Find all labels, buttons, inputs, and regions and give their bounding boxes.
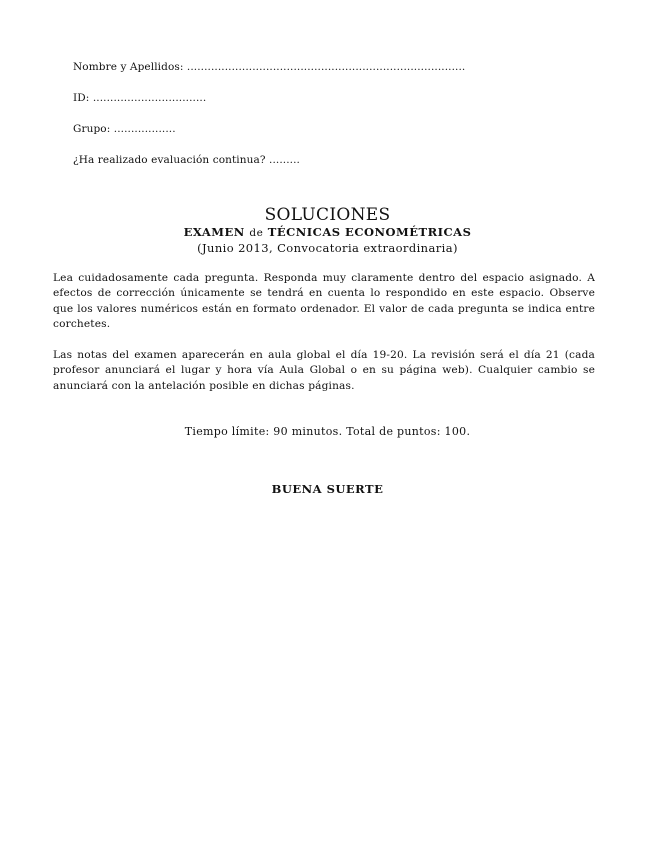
instructions-paragraph-1: Lea cuidadosamente cada pregunta. Responda muy claramente dentro del espacio asignado. A efectos de corrección únicamente se tendrá en cuenta lo respondido en este espacio. Observe que los valores numéricos están en formato ordenador. El valor de cada pregunta se indica entre corchetes. <box>53 272 595 330</box>
exam-title-subject: TÉCNICAS ECONOMÉTRICAS <box>267 225 472 239</box>
exam-session: (Junio 2013, Convocatoria extraordinaria) <box>197 241 458 255</box>
solutions-heading: SOLUCIONES <box>264 205 391 225</box>
exam-title <box>0 225 655 239</box>
exam-title-prefix: EXAMEN <box>183 225 245 239</box>
time-limit-text: Tiempo límite: 90 minutos. Total de puntos: 100. <box>184 425 471 438</box>
exam-title-connector: de <box>249 227 264 239</box>
group-field-line: Grupo: .................. <box>73 123 176 135</box>
instructions-paragraph-2: Las notas del examen aparecerán en aula global el día 19-20. La revisión será el día 21 (cada profesor anunciará el lugar y hora vía Aula Global o en su página web). Cualquier cambio se anunciará con la antelación posible en dichas páginas. <box>53 349 595 392</box>
continuous-evaluation-line: ¿Ha realizado evaluación continua? ......... <box>73 154 300 166</box>
id-field-line: ID: ................................. <box>73 92 207 104</box>
name-field-line: Nombre y Apellidos: ................................................................................. <box>73 61 466 73</box>
closing-text: BUENA SUERTE <box>271 482 384 496</box>
